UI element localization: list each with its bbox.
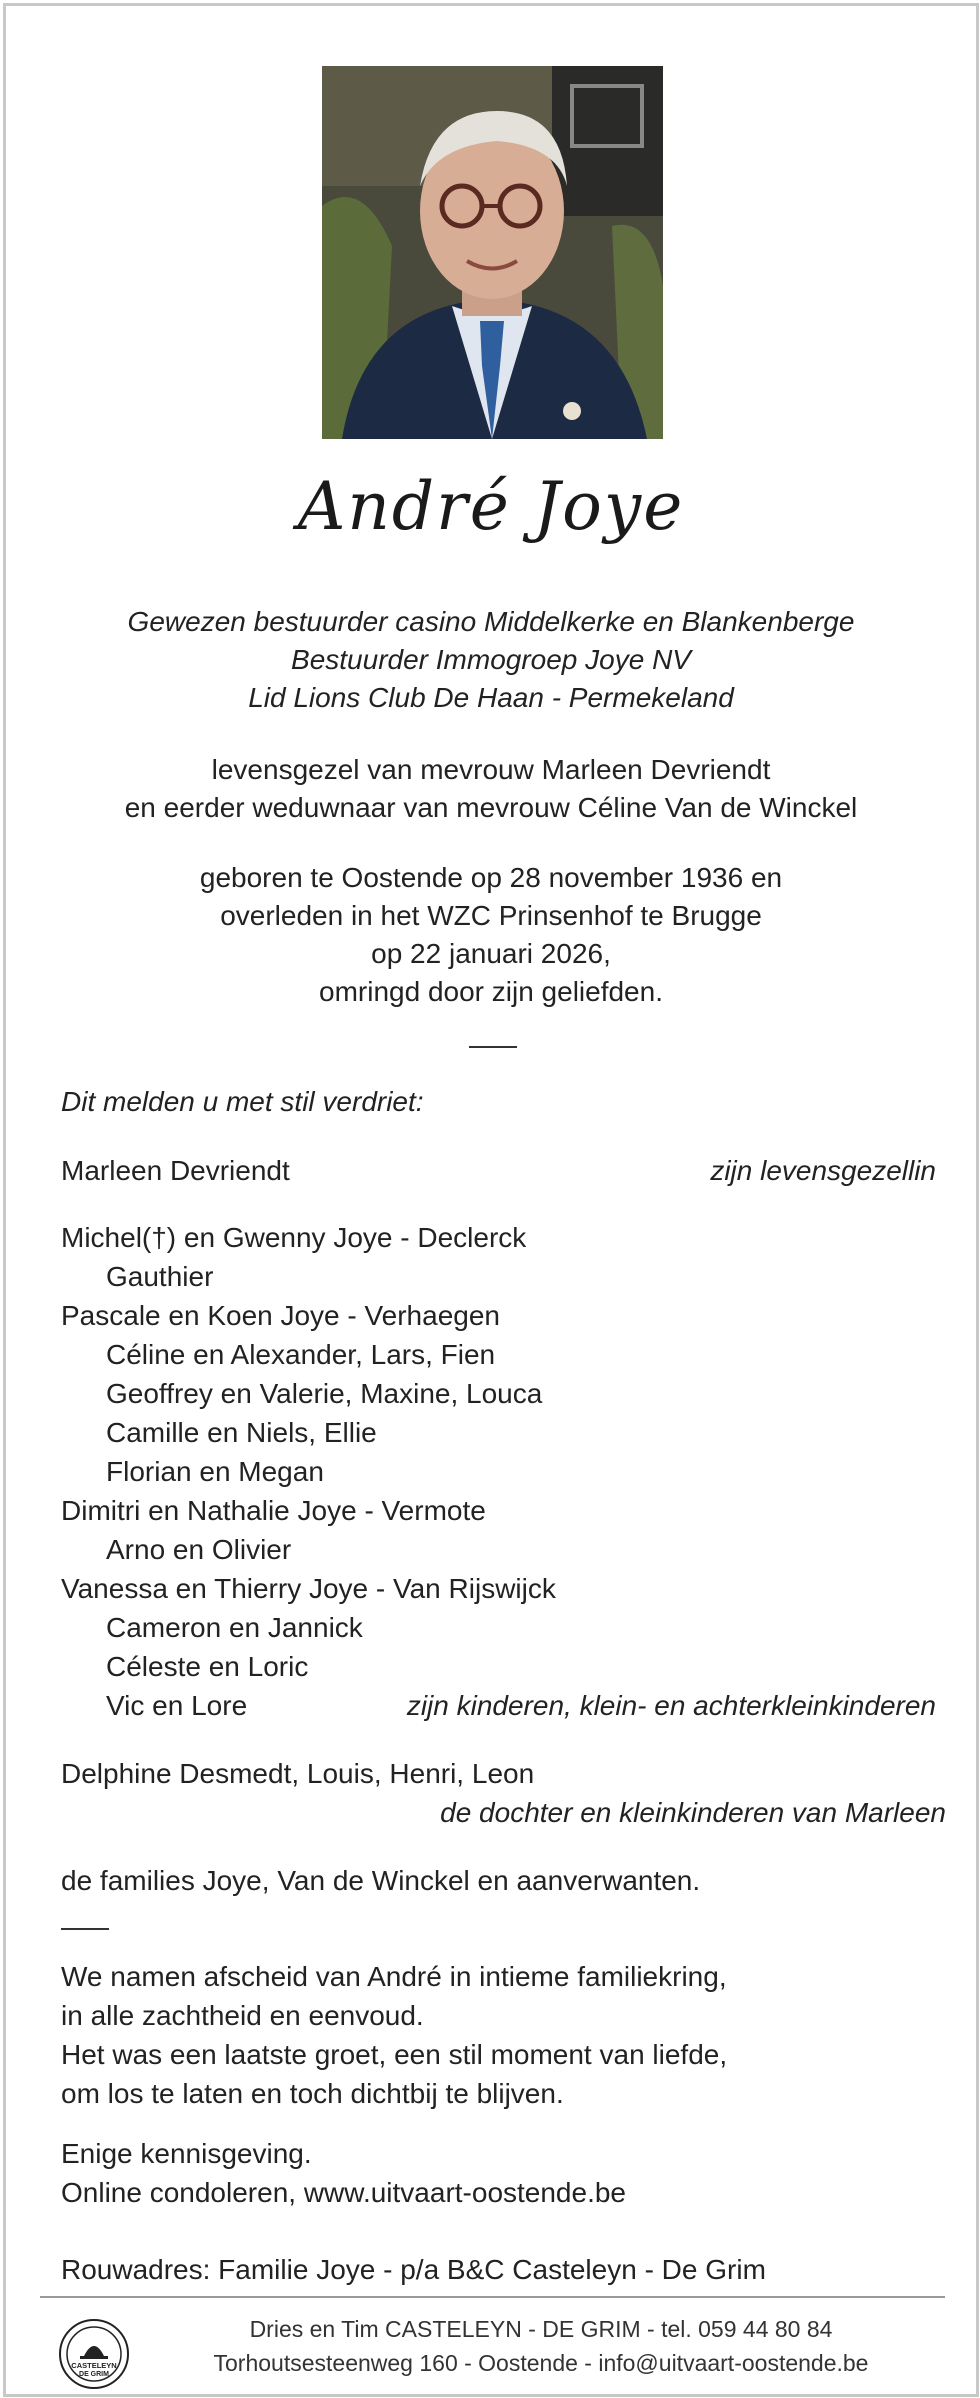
relation-line: en eerder weduwnaar van mevrouw Céline Van de Winckel [124,792,858,823]
life-block [6,859,976,1011]
obituary-card [3,3,979,2397]
divider [469,1046,517,1048]
family-line: Arno en Olivier [106,1534,292,1565]
life-line: geboren te Oostende op 28 november 1936 en [199,862,783,893]
casteleyn-logo [58,2318,130,2390]
portrait-photo [322,66,663,439]
farewell-line: We namen afscheid van André in intieme familiekring, [61,1961,727,1992]
family-line: Gauthier [106,1261,214,1292]
role-line: Bestuurder Immogroep Joye NV [291,644,691,675]
family-role: zijn kinderen, klein- en achterkleinkinderen [406,1690,936,1721]
roles-block [6,603,976,717]
farewell-line: in alle zachtheid en eenvoud. [61,2000,424,2031]
logo-text: DE GRIM [79,2371,109,2378]
family-line: Vanessa en Thierry Joye - Van Rijswijck [61,1573,556,1604]
announcement-intro: Dit melden u met stil verdriet: [61,1086,424,1117]
notice-line: Enige kennisgeving. [61,2138,312,2169]
mourning-address: Rouwadres: Familie Joye - p/a B&C Casteleyn - De Grim [61,2254,766,2285]
family-line: Geoffrey en Valerie, Maxine, Louca [106,1378,543,1409]
portrait-illustration [322,66,663,439]
role-line: Gewezen bestuurder casino Middelkerke en Blankenberge [127,606,855,637]
family-line: Florian en Megan [106,1456,324,1487]
family-line: Camille en Niels, Ellie [106,1417,377,1448]
marleen-family-role: de dochter en kleinkinderen van Marleen [440,1797,946,1828]
family-line: Céline en Alexander, Lars, Fien [106,1339,496,1370]
footer-divider [40,2296,945,2298]
partner-name: Marleen Devriendt [61,1155,290,1186]
farewell-line: Het was een laatste groet, een stil moment van liefde, [61,2039,728,2070]
contact-line: Torhoutsesteenweg 160 - Oostende - info@uitvaart-oostende.be [213,2350,869,2376]
life-line: overleden in het WZC Prinsenhof te Brugge [220,900,762,931]
contact-line: Dries en Tim CASTELEYN - DE GRIM - tel. 059 44 80 84 [249,2316,833,2342]
deceased-name: André Joye [297,468,685,545]
condolence-link[interactable]: Online condoleren, www.uitvaart-oostende.be [61,2177,627,2208]
family-line: Michel(†) en Gwenny Joye - Declerck [61,1222,527,1253]
relation-line: levensgezel van mevrouw Marleen Devriendt [211,754,771,785]
family-line: Vic en Lore [106,1690,248,1721]
farewell-line: om los te laten en toch dichtbij te blijven. [61,2078,564,2109]
relations-block [6,751,976,827]
divider [61,1928,109,1930]
family-line: Dimitri en Nathalie Joye - Vermote [61,1495,486,1526]
life-line: omringd door zijn geliefden. [319,976,663,1007]
family-line: Cameron en Jannick [106,1612,363,1643]
logo-text: CASTELEYN [71,2361,117,2370]
partner-role: zijn levensgezellin [710,1155,936,1186]
role-line: Lid Lions Club De Haan - Permekeland [248,682,734,713]
marleen-family: Delphine Desmedt, Louis, Henri, Leon [61,1758,535,1789]
family-line: Pascale en Koen Joye - Verhaegen [61,1300,500,1331]
families-line: de families Joye, Van de Winckel en aanverwanten. [61,1865,701,1896]
family-line: Céleste en Loric [106,1651,309,1682]
life-line: op 22 januari 2026, [371,938,611,969]
